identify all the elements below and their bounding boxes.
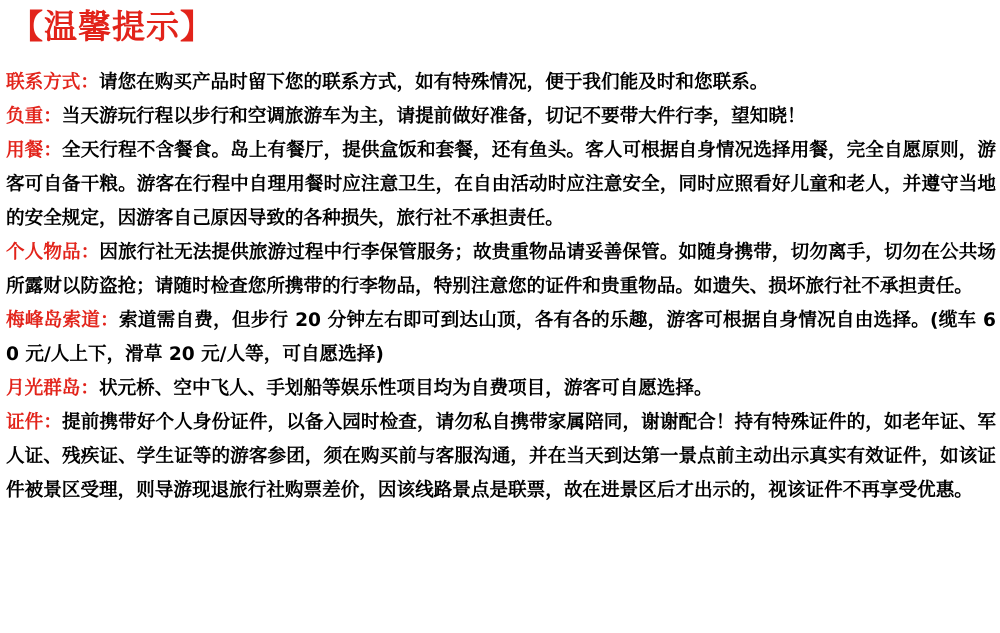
section-luggage [6,100,996,134]
section-label: 梅峰岛索道： [6,310,119,331]
section-documents [6,406,996,508]
section-label: 用餐： [6,140,63,161]
section-belongings [6,236,996,304]
section-text: 提前携带好个人身份证件，以备入园时检查，请勿私自携带家属陪同，谢谢配合！持有特殊证件的，如老年证、军人证、残疾证、学生证等的游客参团，须在购买前与客服沟通，并在当天到达第一景点前主动出示真实有效证件，如该证件被景区受理，则导游现退旅行社购票差价，因该线路景点是联票，故在进景区后才出示的，视该证件不再享受优惠。 [6,412,996,501]
section-text: 当天游玩行程以步行和空调旅游车为主，请提前做好准备，切记不要带大件行李，望知晓！ [61,106,806,127]
section-text: 因旅行社无法提供旅游过程中行李保管服务；故贵重物品请妥善保管。如随身携带，切勿离手，切勿在公共场所露财以防盗抢；请随时检查您所携带的行李物品，特别注意您的证件和贵重物品。如遗失、损坏旅行社不承担责任。 [6,242,996,297]
notice-title: 【温馨提示】 [10,7,214,46]
section-label: 负重： [6,106,62,127]
section-moonlight-islands [6,372,996,406]
section-contact [6,66,996,100]
section-meals [6,134,996,236]
section-text: 请您在购买产品时留下您的联系方式，如有特殊情况，便于我们能及时和您联系。 [98,72,769,93]
section-cableway [6,304,996,372]
section-label: 证件： [6,412,63,433]
section-text: 索道需自费，但步行 20 分钟左右即可到达山顶，各有各的乐趣，游客可根据自身情况自由选择。(缆车 60 元/人上下，滑草 20 元/人等，可自愿选择) [6,310,996,365]
section-text: 全天行程不含餐食。岛上有餐厅，提供盒饭和套餐，还有鱼头。客人可根据自身情况选择用餐，完全自愿原则，游客可自备干粮。游客在行程中自理用餐时应注意卫生，在自由活动时应注意安全，同时应照看好儿童和老人，并遵守当地的安全规定，因游客自己原因导致的各种损失，旅行社不承担责任。 [6,140,996,229]
notice-content [6,66,996,508]
section-label: 联系方式： [6,72,99,93]
section-text: 状元桥、空中飞人、手划船等娱乐性项目均为自费项目，游客可自愿选择。 [98,378,713,399]
section-label: 月光群岛： [6,378,99,399]
section-label: 个人物品： [6,242,100,263]
